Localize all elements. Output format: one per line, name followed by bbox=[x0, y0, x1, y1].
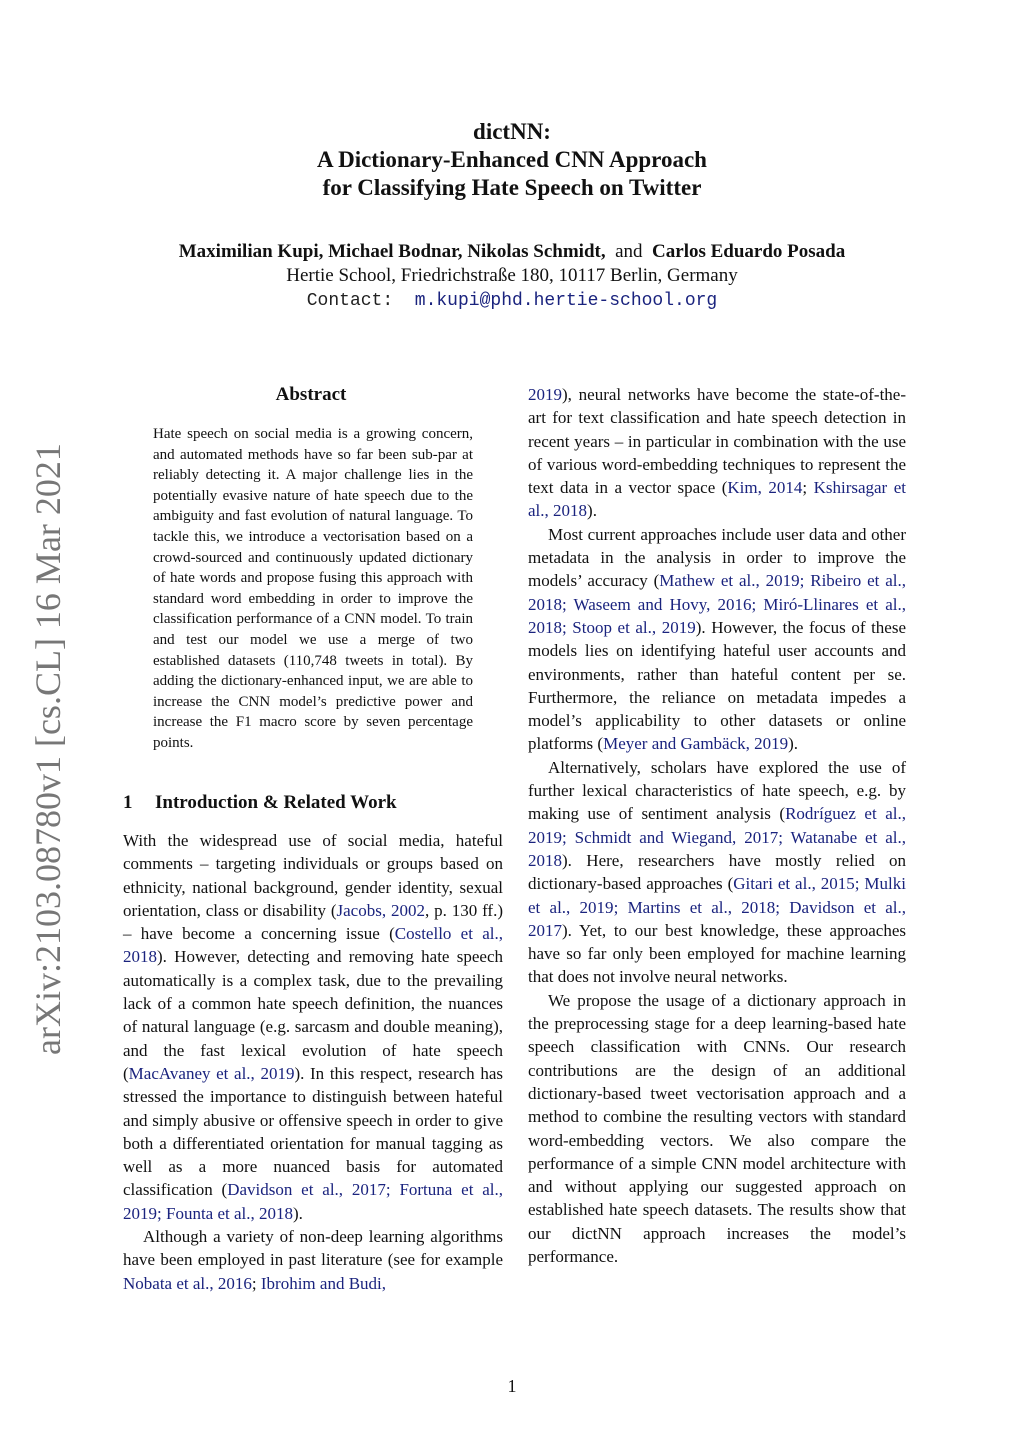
section-title: Introduction & Related Work bbox=[155, 792, 397, 813]
section-heading bbox=[123, 791, 503, 815]
body-text: ; bbox=[802, 478, 814, 498]
body-text: Most current approaches include user data and other metadata in the analysis in order to improve the models’ accuracy ( bbox=[528, 524, 906, 591]
paper-title bbox=[0, 118, 1024, 202]
citation-link[interactable]: Ibrohim and Budi, bbox=[260, 1273, 387, 1293]
citation-link[interactable]: Waseem and Hovy, 2016 bbox=[573, 594, 752, 614]
contact-email-link[interactable]: m.kupi@phd.hertie-school.org bbox=[414, 291, 718, 311]
citation-link[interactable]: Fortuna et al., 2019 bbox=[123, 1180, 504, 1223]
citation-link[interactable]: Nobata et al., 2016 bbox=[123, 1273, 252, 1293]
citation-link[interactable]: Miró-Llinares et al., 2018 bbox=[528, 594, 906, 637]
title-line-2: A Dictionary-Enhanced CNN Approach bbox=[317, 147, 707, 172]
paragraph bbox=[528, 383, 906, 523]
body-text: ; bbox=[562, 594, 574, 614]
citation-link[interactable]: Rodríguez et al., 2019 bbox=[528, 804, 906, 847]
body-text: Although a variety of non-deep learning algorithms have been employed in past literature (see for example bbox=[123, 1227, 503, 1270]
body-text: ; bbox=[157, 1203, 166, 1223]
body-text: ). bbox=[293, 1203, 303, 1223]
body-text: ). In this respect, research has stressed the importance to distinguish between hateful and simply abusive or offensive speech in order to give both a differentiated orientation for manual tagging as well as a more nuanced basis for automated classification ( bbox=[123, 1063, 503, 1200]
citation-link[interactable]: Stoop et al., 2019 bbox=[572, 617, 696, 637]
body-text: ; bbox=[854, 874, 865, 894]
citation-link[interactable]: Watanabe et al., 2018 bbox=[528, 827, 906, 870]
body-text: ). bbox=[587, 501, 597, 521]
contact-label: Contact: bbox=[306, 291, 394, 311]
body-text: ; bbox=[778, 827, 791, 847]
body-text: ; bbox=[613, 897, 628, 917]
body-text: ; bbox=[251, 1273, 261, 1293]
citation-link[interactable]: Martins et al., 2018 bbox=[627, 897, 776, 917]
body-text: ; bbox=[562, 617, 573, 637]
body-text: ; bbox=[799, 571, 811, 591]
body-text: ). Yet, to our best knowledge, these approaches have so far only been employed for machine learning that does not involve neural networks. bbox=[528, 920, 906, 987]
paragraph: We propose the usage of a dictionary approach in the preprocessing stage for a deep learning-based hate speech classification with CNNs. Our research contributions are the design of an additional dictionary-based tweet vectorisation approach and a method to combine the resulting vectors with standard word-embedding vectors. We also compare the performance of a simple CNN model architecture with and without applying our suggested approach on established hate speech datasets. The results show that our dictNN approach increases the model’s performance. bbox=[528, 990, 906, 1266]
citation-link[interactable]: Mathew et al., 2019 bbox=[659, 571, 800, 591]
right-column bbox=[528, 383, 906, 1268]
paragraph bbox=[528, 523, 906, 756]
abstract-heading: Abstract bbox=[275, 384, 347, 405]
page-number: 1 bbox=[507, 1376, 517, 1396]
author-list bbox=[0, 240, 1024, 264]
title-line-3: for Classifying Hate Speech on Twitter bbox=[322, 175, 702, 200]
section-number: 1 bbox=[123, 792, 133, 813]
abstract-text: Hate speech on social media is a growing concern, and automated methods have so far been sub-par at reliably detecting it. A major challenge lies in the potentially evasive nature of hate speech due to the ambiguity and fast evolution of natural language. To tackle this, we introduce a vectorisation based on a crowd-sourced and continuously updated dictionary of hate words and propose fusing this approach with standard word embedding in order to improve the classification performance of a CNN model. To train and test our model we use a merge of two established datasets (110,748 tweets in total). By adding the dictionary-enhanced input, we are able to increase the CNN model’s predictive power and increase the F1 macro score by seven percentage points. bbox=[153, 426, 473, 751]
citation-link[interactable]: Gitari et al., 2015 bbox=[733, 874, 855, 894]
body-text: ). However, detecting and removing hate speech automatically is a complex task, due to the prevailing lack of a common hate speech definition, the nuances of natural language (e.g. sarcasm and double meaning), and the fast lexical evolution of hate speech ( bbox=[123, 947, 503, 1083]
body-text: ). bbox=[788, 734, 799, 754]
paragraph bbox=[123, 829, 503, 1225]
contact-line bbox=[0, 289, 1024, 313]
citation-link[interactable]: Mulki et al., 2019 bbox=[528, 874, 906, 917]
citation-link[interactable]: Davidson et al., 2017 bbox=[227, 1180, 386, 1200]
affiliation: Hertie School, Friedrichstraße 180, 10117 Berlin, Germany bbox=[286, 265, 738, 286]
citation-link[interactable]: Ribeiro et al., 2018 bbox=[528, 571, 906, 614]
body-text: ; bbox=[562, 827, 575, 847]
citation-link[interactable]: Meyer and Gambäck, 2019 bbox=[603, 734, 789, 754]
paragraph bbox=[123, 1225, 503, 1295]
body-text: ), neural networks have become the state-of-the-art for text classification and hate speech detection in recent years – in particular in combination with the use of various word-embedding techniques to represent the text data in a vector space ( bbox=[528, 385, 906, 498]
title-line-1: dictNN: bbox=[473, 119, 551, 144]
body-text: , p. 130 ff.) – have become a concerning issue ( bbox=[123, 900, 503, 944]
body-text: ; bbox=[775, 897, 790, 917]
citation-link[interactable]: Schmidt and Wiegand, 2017 bbox=[574, 827, 779, 847]
paragraph bbox=[528, 756, 906, 989]
body-text: ). Here, researchers have mostly relied on dictionary-based approaches ( bbox=[528, 850, 906, 894]
citation-link[interactable]: MacAvaney et al., 2019 bbox=[128, 1063, 295, 1083]
citation-link[interactable]: Kshirsagar et al., 2018 bbox=[528, 478, 906, 521]
author-conjunction: and bbox=[615, 241, 643, 262]
left-column bbox=[123, 829, 503, 1295]
body-text: Alternatively, scholars have explored the use of further lexical characteristics of hate speech, e.g. by making use of sentiment analysis ( bbox=[528, 757, 906, 824]
arxiv-stamp: arXiv:2103.08780v1 [cs.CL] 16 Mar 2021 bbox=[28, 443, 68, 1055]
author-last: Carlos Eduardo Posada bbox=[652, 241, 846, 262]
citation-link[interactable]: Davidson et al., 2017 bbox=[528, 897, 907, 940]
citation-link[interactable]: Kim, 2014 bbox=[727, 478, 803, 498]
body-text: With the widespread use of social media, hateful comments – targeting individuals or groups based on ethnicity, national background, gender identity, sexual orientation, class or disability ( bbox=[123, 831, 503, 920]
citation-link[interactable]: Jacobs, 2002 bbox=[336, 900, 425, 920]
body-text: ). However, the focus of these models lies on identifying hateful user accounts and environments, rather than hateful content per se. Furthermore, the reliance on metadata impedes a model’s applicability to other datasets or online platforms ( bbox=[528, 617, 907, 754]
citation-link[interactable]: 2019 bbox=[528, 385, 562, 404]
citation-link[interactable]: Costello et al., 2018 bbox=[123, 924, 503, 967]
body-text: ; bbox=[385, 1180, 400, 1200]
author-names: Maximilian Kupi, Michael Bodnar, Nikolas Schmidt, bbox=[178, 241, 606, 262]
citation-link[interactable]: Founta et al., 2018 bbox=[165, 1203, 293, 1223]
body-text: ; bbox=[751, 594, 764, 614]
